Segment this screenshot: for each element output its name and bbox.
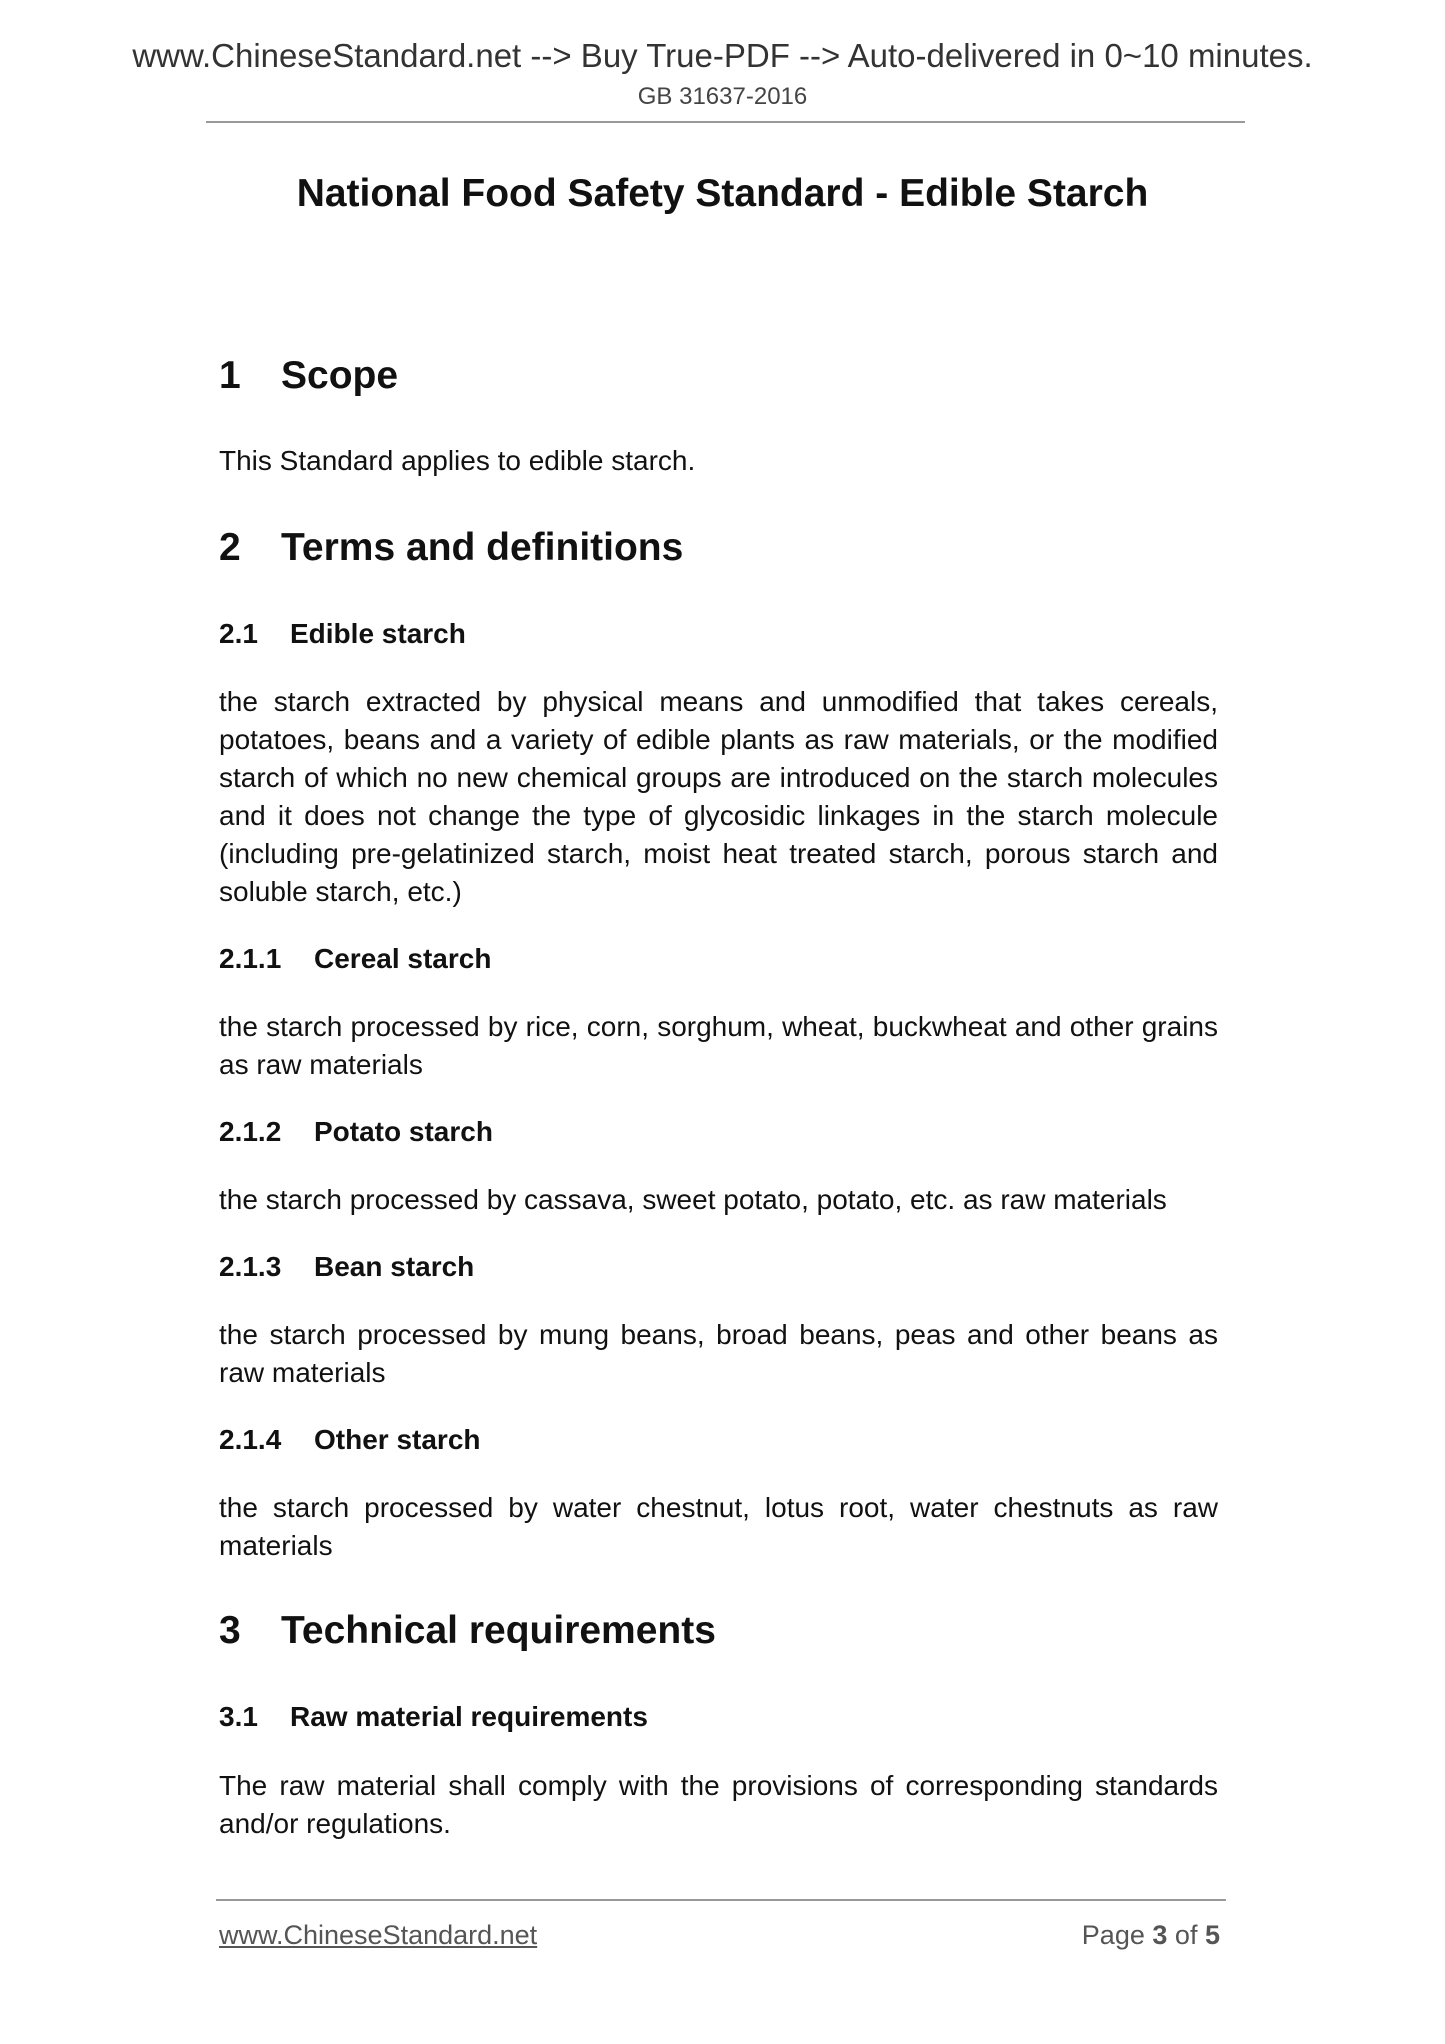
section-title: Raw material requirements	[290, 1701, 648, 1732]
footer-link-wrap	[219, 1916, 537, 1954]
current-page: 3	[1152, 1920, 1168, 1950]
section-number: 1	[219, 354, 241, 397]
heading-other-starch	[219, 1421, 481, 1459]
potato-starch-text: the starch processed by cassava, sweet potato, potato, etc. as raw materials	[219, 1184, 1167, 1215]
heading-raw-material	[219, 1698, 648, 1736]
bean-starch-text: the starch processed by mung beans, broad beans, peas and other beans as raw materials	[219, 1319, 1218, 1388]
section-number: 2.1	[219, 618, 258, 649]
section-number: 2	[219, 526, 241, 569]
heading-edible-starch	[219, 615, 466, 653]
section-number: 3.1	[219, 1701, 258, 1732]
section-title: Edible starch	[290, 618, 466, 649]
header-divider	[206, 121, 1245, 123]
section-number: 2.1.4	[219, 1424, 282, 1455]
other-starch-text: the starch processed by water chestnut, lotus root, water chestnuts as raw materials	[219, 1492, 1218, 1561]
document-title: National Food Safety Standard - Edible Starch	[296, 172, 1149, 215]
page-label: Page	[1081, 1920, 1145, 1950]
page-indicator	[1082, 1916, 1220, 1954]
heading-potato-starch	[219, 1113, 493, 1151]
heading-cereal-starch	[219, 940, 491, 978]
footer-divider	[216, 1899, 1226, 1901]
edible-starch-text: the starch extracted by physical means and unmodified that takes cereals, potatoes, beans and a variety of edible plants as raw materials, or the modified starch of which no new chemical groups are introduced on the starch molecules and it does not change the type of glycosidic linkages in the starch molecule (including pre-gelatinized starch, moist heat treated starch, porous starch and soluble starch, etc.)	[219, 686, 1218, 907]
heading-bean-starch	[219, 1248, 474, 1286]
heading-technical-requirements	[219, 1606, 716, 1656]
section-title: Bean starch	[314, 1251, 475, 1282]
page-of-label: of	[1174, 1920, 1198, 1950]
section-number: 3	[219, 1609, 241, 1652]
standard-code: GB 31637-2016	[637, 83, 808, 110]
section-number: 2.1.1	[219, 943, 282, 974]
section-title: Scope	[281, 354, 399, 397]
scope-text: This Standard applies to edible starch.	[219, 445, 696, 476]
section-title: Other starch	[314, 1424, 481, 1455]
section-title: Cereal starch	[314, 943, 492, 974]
section-number: 2.1.3	[219, 1251, 282, 1282]
cereal-starch-text: the starch processed by rice, corn, sorghum, wheat, buckwheat and other grains as raw materials	[219, 1011, 1218, 1080]
section-title: Potato starch	[314, 1116, 493, 1147]
raw-material-text: The raw material shall comply with the provisions of corresponding standards and/or regulations.	[219, 1770, 1218, 1839]
section-title: Terms and definitions	[281, 526, 684, 569]
footer-link[interactable]: www.ChineseStandard.net	[219, 1920, 538, 1950]
total-pages: 5	[1204, 1920, 1220, 1950]
heading-terms	[219, 523, 683, 573]
header-banner: www.ChineseStandard.net --> Buy True-PDF --> Auto-delivered in 0~10 minutes.	[132, 37, 1313, 74]
heading-scope	[219, 351, 398, 401]
section-title: Technical requirements	[281, 1609, 716, 1652]
section-number: 2.1.2	[219, 1116, 282, 1147]
